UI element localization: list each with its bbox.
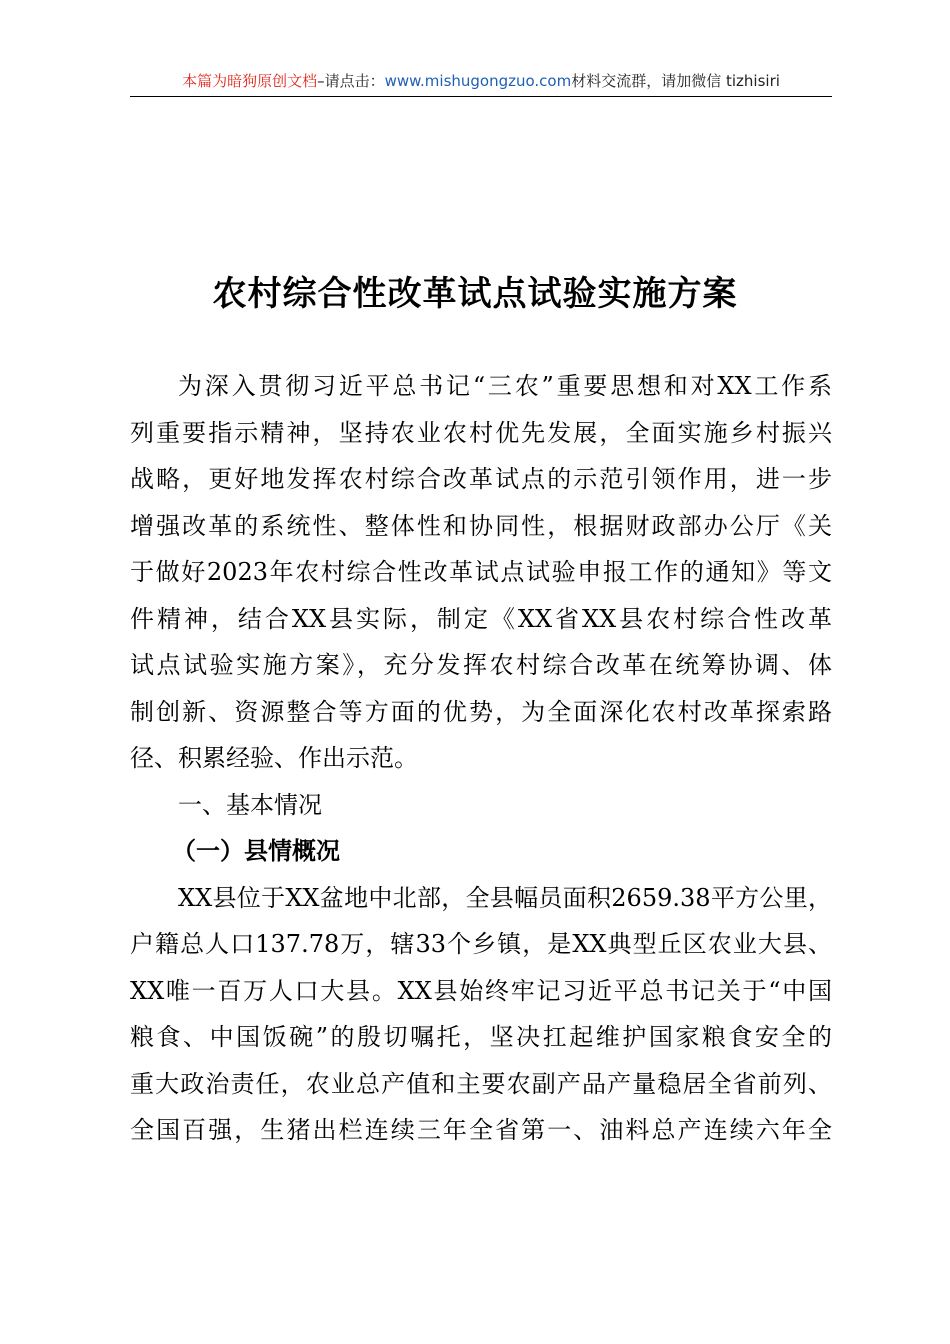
paragraph-line: 粮食、中国饭碗”的殷切嘱托，坚决扛起维护国家粮食安全的 bbox=[130, 1023, 832, 1051]
paragraph-line: 件精神，结合XX县实际，制定《XX省XX县农村综合性改革 bbox=[130, 604, 832, 633]
header-brand-text: 本篇为暗狗原创文档 bbox=[182, 72, 318, 90]
subsection-heading-county-overview: （一）县情概况 bbox=[172, 836, 340, 865]
document-body bbox=[130, 363, 832, 1154]
document-title: 农村综合性改革试点试验实施方案 bbox=[212, 274, 738, 314]
section-heading-basic-info: 一、基本情况 bbox=[178, 790, 322, 819]
paragraph-line: XX唯一百万人口大县。XX县始终牢记习近平总书记关于“中国 bbox=[130, 976, 832, 1005]
paragraph-line: 全国百强，生猪出栏连续三年全省第一、油料总产连续六年全 bbox=[130, 1116, 832, 1144]
paragraph-line: 径、积累经验、作出示范。 bbox=[130, 744, 418, 772]
header-website-link[interactable]: www.mishugongzuo.com bbox=[384, 72, 572, 90]
county-paragraph bbox=[130, 875, 832, 1154]
page-header bbox=[130, 68, 832, 97]
paragraph-line: 重大政治责任，农业总产值和主要农副产品产量稳居全省前列、 bbox=[130, 1069, 832, 1098]
paragraph-line: XX县位于XX盆地中北部，全县幅员面积2659.38平方公里， bbox=[178, 883, 832, 912]
intro-paragraph bbox=[130, 363, 832, 782]
header-wechat-note: 材料交流群，请加微信 tizhisiri bbox=[571, 72, 780, 90]
paragraph-line: 于做好2023年农村综合性改革试点试验申报工作的通知》等文 bbox=[130, 558, 832, 586]
paragraph-line: 战略，更好地发挥农村综合改革试点的示范引领作用，进一步 bbox=[130, 465, 832, 493]
paragraph-line: 列重要指示精神，坚持农业农村优先发展，全面实施乡村振兴 bbox=[130, 418, 832, 447]
paragraph-line: 增强改革的系统性、整体性和协同性，根据财政部办公厅《关 bbox=[130, 511, 832, 540]
paragraph-line: 制创新、资源整合等方面的优势，为全面深化农村改革探索路 bbox=[130, 697, 832, 726]
paragraph-line: 试点试验实施方案》，充分发挥农村综合改革在统筹协调、体 bbox=[130, 651, 832, 679]
header-click-prompt: –请点击： bbox=[317, 72, 385, 90]
paragraph-line: 为深入贯彻习近平总书记“三农”重要思想和对XX工作系 bbox=[178, 372, 832, 400]
paragraph-line: 户籍总人口137.78万，辖33个乡镇，是XX典型丘区农业大县、 bbox=[130, 930, 832, 958]
